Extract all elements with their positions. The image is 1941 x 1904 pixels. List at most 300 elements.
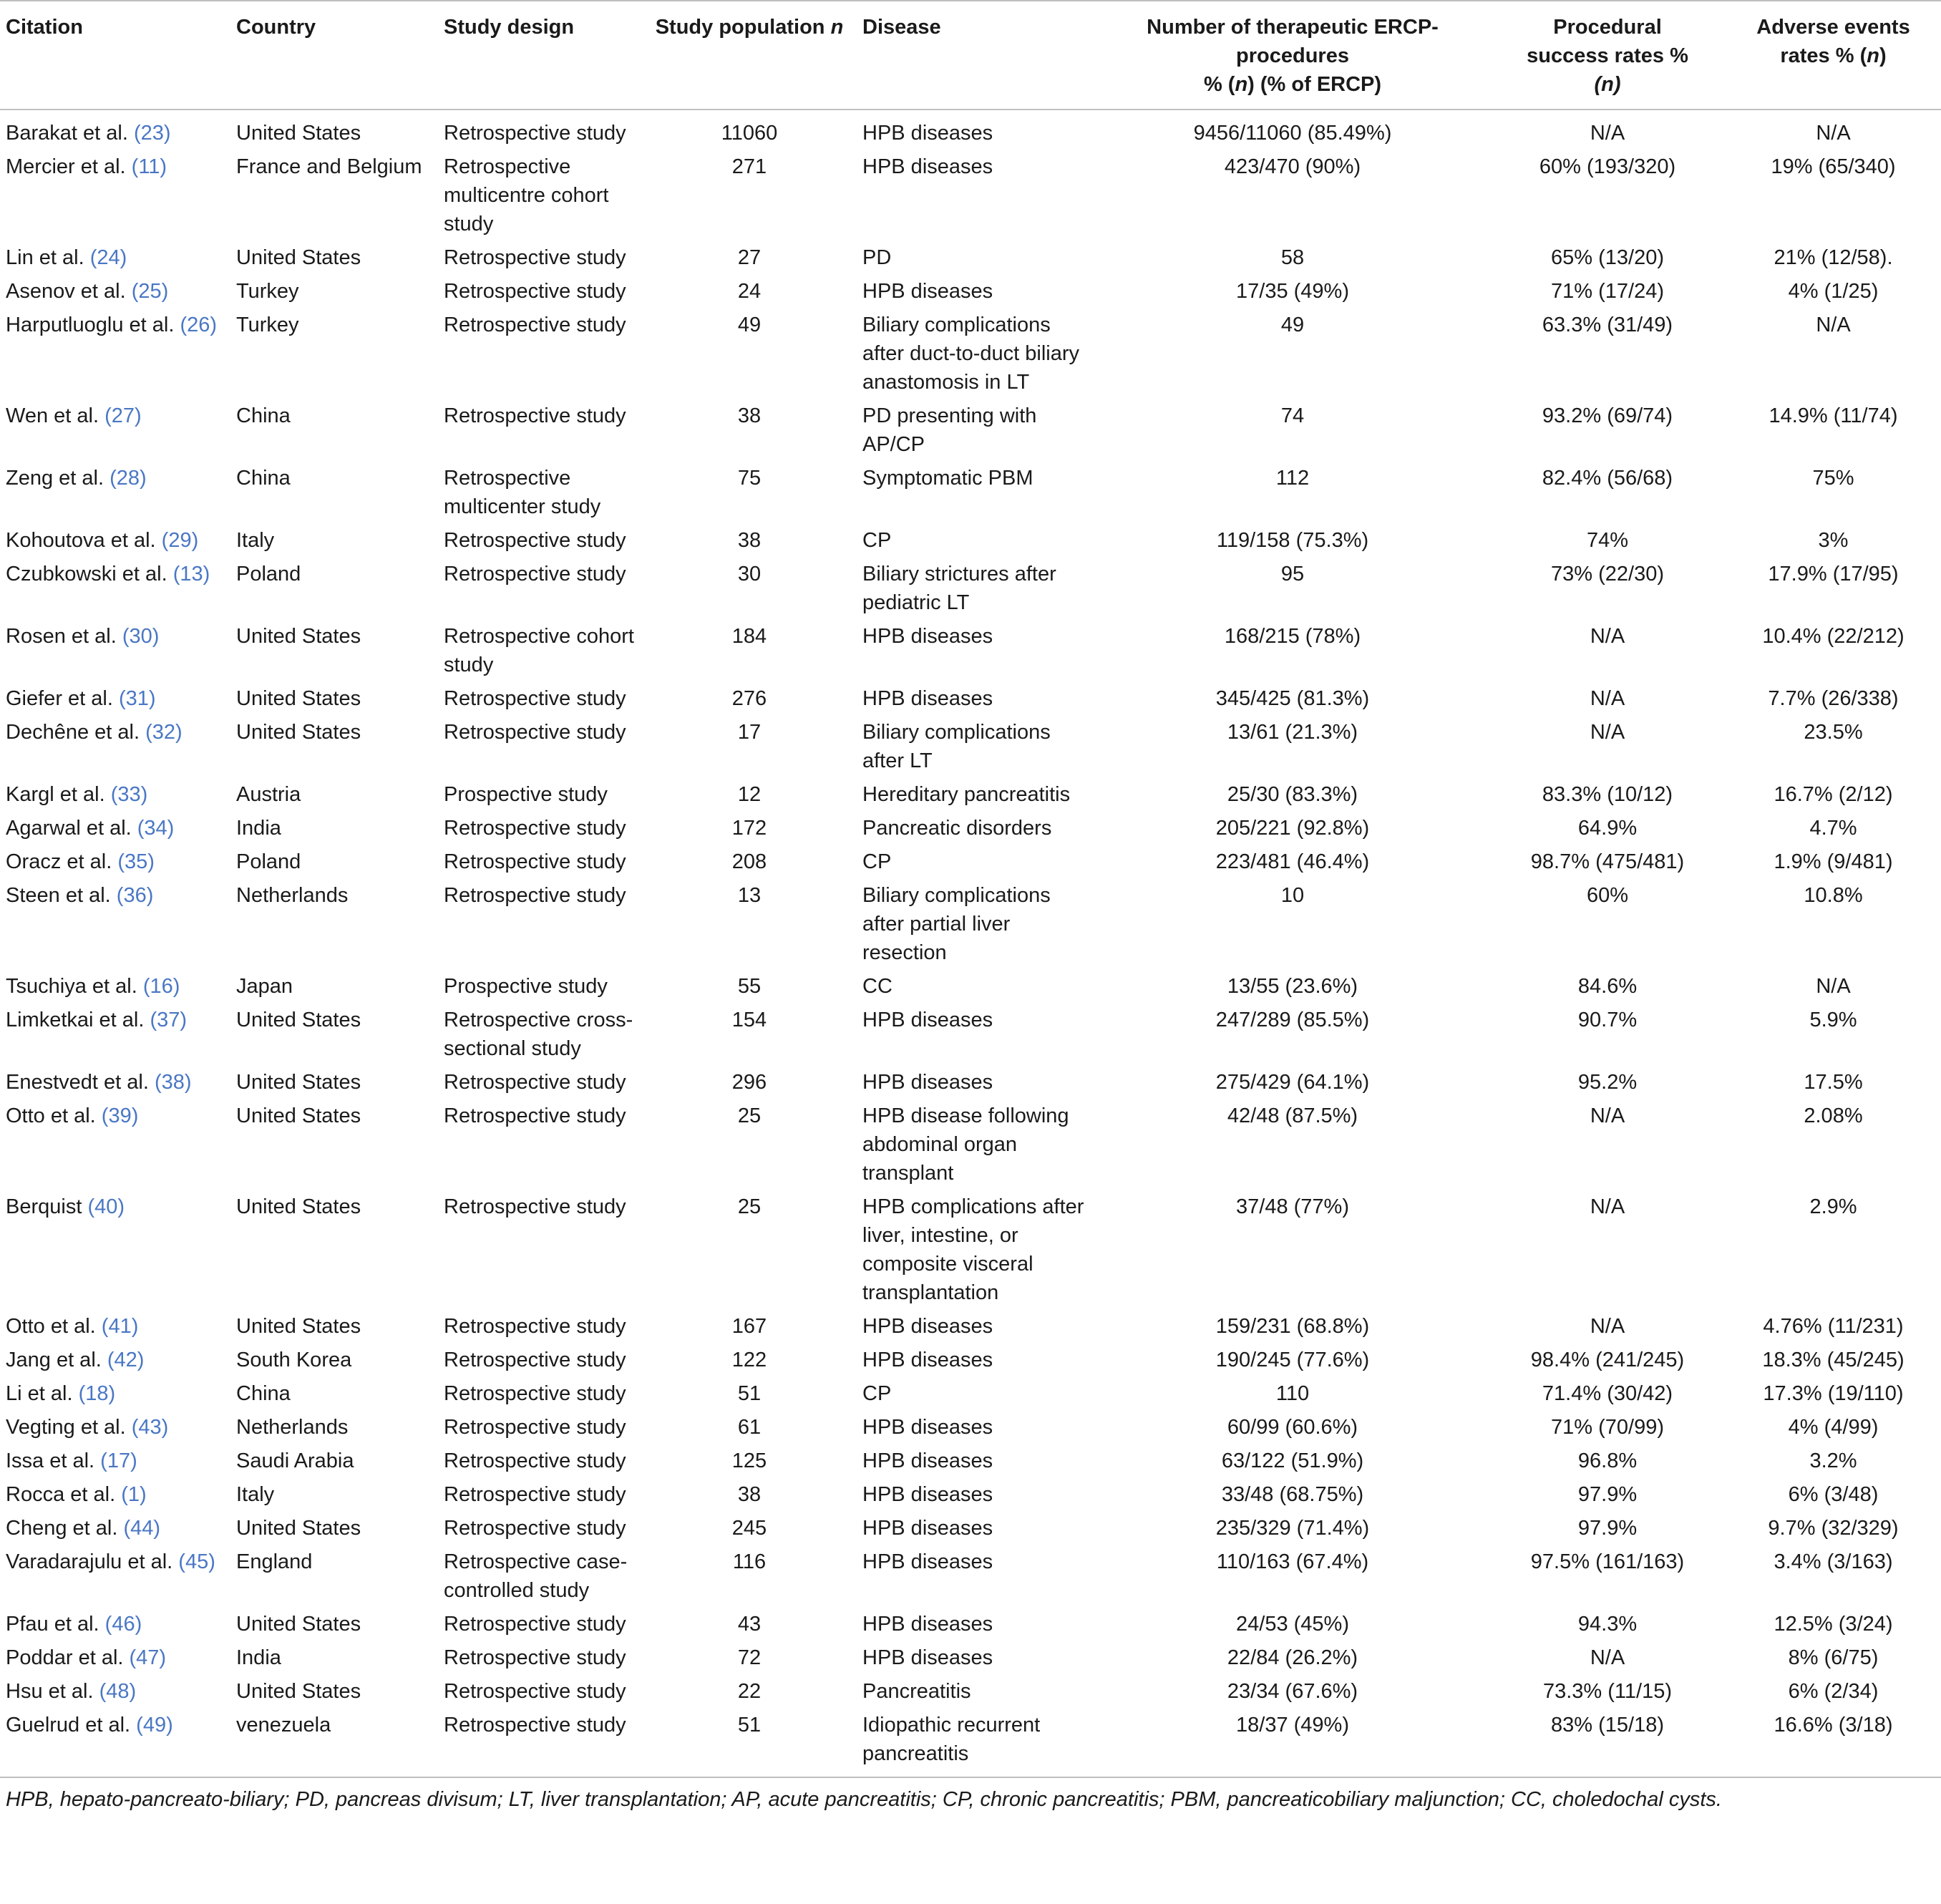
- citation-reference-link[interactable]: (17): [100, 1449, 137, 1472]
- citation-reference-link[interactable]: (48): [99, 1680, 137, 1703]
- cell-disease: Idiopathic recurrent pancreatitis: [862, 1714, 1041, 1765]
- citation-reference-link[interactable]: (30): [122, 625, 160, 648]
- cell-study-design: Retrospective multicentre cohort study: [444, 155, 609, 235]
- cell-procedures: 190/245 (77.6%): [1215, 1349, 1370, 1371]
- citation-author: Rocca et al.: [6, 1483, 122, 1506]
- cell-study-design: Retrospective study: [444, 404, 626, 427]
- citation-reference-link[interactable]: (44): [123, 1517, 161, 1540]
- cell-disease: HPB diseases: [862, 1315, 993, 1338]
- citation-author: Otto et al.: [6, 1315, 102, 1338]
- cell-citation: [0, 714, 230, 776]
- cell-disease: Biliary complications after partial liver resection: [862, 884, 1051, 964]
- citation-reference-link[interactable]: (33): [110, 783, 148, 806]
- cell-success-rate: N/A: [1590, 721, 1625, 744]
- cell-procedures: 247/289 (85.5%): [1215, 1009, 1370, 1031]
- cell-study-population: 17: [737, 721, 762, 744]
- cell-procedures: 112: [1275, 467, 1310, 490]
- cell-adverse-events: 10.4% (22/212): [1762, 625, 1904, 648]
- table-row: [0, 306, 1941, 397]
- cell-country: Poland: [236, 563, 301, 586]
- cell-adverse-events: 5.9%: [1809, 1009, 1857, 1031]
- cell-study-design: Retrospective study: [444, 1714, 626, 1737]
- citation-reference-link[interactable]: (43): [131, 1416, 169, 1439]
- cell-country: United States: [236, 1613, 361, 1636]
- citation-reference-link[interactable]: (34): [137, 817, 175, 840]
- cell-success-rate: 60% (193/320): [1539, 155, 1676, 178]
- table-row: [0, 273, 1941, 306]
- cell-study-population: 172: [731, 817, 767, 840]
- cell-study-design: Retrospective study: [444, 850, 626, 873]
- citation-author: Giefer et al.: [6, 687, 119, 710]
- table-row: [0, 680, 1941, 714]
- cell-study-design: Retrospective study: [444, 1517, 626, 1540]
- cell-country: United States: [236, 1009, 361, 1031]
- cell-success-rate: N/A: [1590, 1646, 1625, 1669]
- cell-study-design: Prospective study: [444, 975, 608, 998]
- citation-reference-link[interactable]: (49): [136, 1714, 173, 1737]
- citation-author: Varadarajulu et al.: [6, 1550, 179, 1573]
- cell-study-population: 116: [732, 1550, 767, 1573]
- table-row: [0, 148, 1941, 239]
- cell-study-population: 75: [737, 467, 762, 490]
- cell-study-design: Retrospective study: [444, 1449, 626, 1472]
- cell-adverse-events: 17.9% (17/95): [1768, 563, 1899, 586]
- cell-study-population: 154: [731, 1009, 767, 1031]
- cell-disease: CP: [862, 1382, 892, 1405]
- citation-author: Pfau et al.: [6, 1613, 105, 1636]
- citation-reference-link[interactable]: (35): [117, 850, 155, 873]
- cell-country: United States: [236, 625, 361, 648]
- cell-study-population: 61: [737, 1416, 762, 1439]
- cell-citation: [0, 110, 230, 148]
- cell-disease: Biliary complications after duct-to-duct biliary anastomosis in LT: [862, 314, 1080, 394]
- cell-disease: Symptomatic PBM: [862, 467, 1033, 490]
- cell-citation: [0, 1341, 230, 1375]
- cell-country: United States: [236, 721, 361, 744]
- cell-study-population: 271: [731, 155, 767, 178]
- cell-citation: [0, 239, 230, 273]
- cell-country: Netherlands: [236, 1416, 349, 1439]
- citation-reference-link[interactable]: (26): [180, 314, 218, 336]
- citation-reference-link[interactable]: (29): [161, 529, 199, 552]
- table-row: [0, 460, 1941, 522]
- cell-study-design: Retrospective study: [444, 1680, 626, 1703]
- cell-success-rate: 94.3%: [1577, 1613, 1638, 1636]
- table-row: [0, 776, 1941, 810]
- citation-author: Steen et al.: [6, 884, 117, 907]
- cell-success-rate: 95.2%: [1577, 1071, 1638, 1094]
- cell-study-design: Retrospective multicenter study: [444, 467, 601, 518]
- cell-citation: [0, 397, 230, 460]
- cell-disease: HPB diseases: [862, 1009, 993, 1031]
- cell-study-population: 27: [737, 246, 762, 269]
- cell-success-rate: 64.9%: [1577, 817, 1638, 840]
- cell-study-population: 49: [737, 314, 762, 336]
- cell-success-rate: 93.2% (69/74): [1542, 404, 1673, 427]
- cell-disease: Pancreatitis: [862, 1680, 971, 1703]
- cell-disease: HPB diseases: [862, 1646, 993, 1669]
- table-row: [0, 1673, 1941, 1706]
- cell-procedures: 18/37 (49%): [1236, 1714, 1349, 1737]
- table-row: [0, 1639, 1941, 1673]
- cell-citation: [0, 1442, 230, 1476]
- cell-adverse-events: 14.9% (11/74): [1769, 404, 1898, 427]
- cell-success-rate: 82.4% (56/68): [1542, 467, 1673, 490]
- cell-country: United States: [236, 1071, 361, 1094]
- cell-success-rate: 90.7%: [1577, 1009, 1638, 1031]
- cell-study-design: Retrospective case-controlled study: [444, 1550, 628, 1602]
- cell-procedures: 168/215 (78%): [1224, 625, 1361, 648]
- table-row: [0, 714, 1941, 776]
- cell-study-design: Retrospective study: [444, 1071, 626, 1094]
- cell-adverse-events: 3.2%: [1809, 1449, 1857, 1472]
- citation-author: Kargl et al.: [6, 783, 111, 806]
- citation-reference-link[interactable]: (13): [172, 563, 210, 586]
- cell-study-population: 22: [737, 1680, 762, 1703]
- cell-success-rate: N/A: [1590, 1104, 1625, 1127]
- citation-author: Berquist: [6, 1195, 88, 1218]
- header-procedures: Number of therapeutic ERCP-procedures % (n) (% of ERCP): [1147, 16, 1439, 96]
- cell-procedures: 23/34 (67.6%): [1227, 1680, 1358, 1703]
- cell-citation: [0, 1476, 230, 1510]
- cell-citation: [0, 1639, 230, 1673]
- cell-adverse-events: 10.8%: [1804, 884, 1863, 907]
- citation-reference-link[interactable]: (36): [116, 884, 154, 907]
- cell-procedures: 13/55 (23.6%): [1227, 975, 1358, 998]
- cell-study-population: 25: [737, 1195, 762, 1218]
- cell-procedures: 110: [1275, 1382, 1310, 1405]
- cell-study-population: 276: [731, 687, 767, 710]
- cell-citation: [0, 1543, 230, 1606]
- cell-success-rate: 71% (70/99): [1551, 1416, 1664, 1439]
- cell-adverse-events: N/A: [1816, 122, 1851, 145]
- citation-author: Cheng et al.: [6, 1517, 124, 1540]
- cell-citation: [0, 1606, 230, 1639]
- cell-disease: HPB diseases: [862, 280, 993, 303]
- cell-citation: [0, 810, 230, 843]
- cell-study-design: Retrospective study: [444, 1315, 626, 1338]
- cell-country: Austria: [236, 783, 301, 806]
- cell-study-population: 13: [737, 884, 762, 907]
- citation-author: Dechêne et al.: [6, 721, 146, 744]
- citation-reference-link[interactable]: (27): [104, 404, 142, 427]
- cell-adverse-events: 4.76% (11/231): [1763, 1315, 1904, 1338]
- cell-procedures: 25/30 (83.3%): [1227, 783, 1358, 806]
- cell-success-rate: N/A: [1590, 1315, 1625, 1338]
- cell-country: United States: [236, 687, 361, 710]
- cell-study-design: Retrospective study: [444, 1646, 626, 1669]
- cell-study-population: 38: [737, 1483, 762, 1506]
- cell-country: India: [236, 1646, 281, 1669]
- cell-disease: HPB diseases: [862, 1416, 993, 1439]
- cell-study-design: Retrospective study: [444, 721, 626, 744]
- table-row: [0, 1442, 1941, 1476]
- citation-reference-link[interactable]: (32): [145, 721, 183, 744]
- cell-study-population: 24: [737, 280, 762, 303]
- table-row: [0, 397, 1941, 460]
- cell-study-design: Retrospective study: [444, 1195, 626, 1218]
- cell-disease: CP: [862, 850, 892, 873]
- citation-reference-link[interactable]: (18): [78, 1382, 116, 1405]
- cell-procedures: 235/329 (71.4%): [1215, 1517, 1370, 1540]
- cell-success-rate: N/A: [1590, 687, 1625, 710]
- cell-citation: [0, 843, 230, 877]
- cell-success-rate: 97.9%: [1577, 1517, 1638, 1540]
- cell-country: Italy: [236, 529, 275, 552]
- header-disease: Disease: [862, 16, 941, 39]
- cell-procedures: 345/425 (81.3%): [1215, 687, 1370, 710]
- cell-study-design: Retrospective study: [444, 280, 626, 303]
- cell-country: China: [236, 467, 291, 490]
- cell-study-population: 122: [731, 1349, 767, 1371]
- cell-study-design: Retrospective study: [444, 563, 626, 586]
- cell-procedures: 275/429 (64.1%): [1215, 1071, 1370, 1094]
- cell-study-population: 38: [737, 529, 762, 552]
- cell-citation: [0, 968, 230, 1001]
- cell-citation: [0, 1097, 230, 1188]
- table-footnote: HPB, hepato-pancreato-biliary; PD, pancreas divisum; LT, liver transplantation; AP, acute pancreatitis; CP, chronic pancreatitis; PBM, pancreaticobiliary maljunction; CC, choledochal cysts.: [6, 1788, 1722, 1811]
- cell-adverse-events: 6% (2/34): [1788, 1680, 1879, 1703]
- cell-study-design: Prospective study: [444, 783, 608, 806]
- cell-procedures: 423/470 (90%): [1224, 155, 1361, 178]
- cell-procedures: 74: [1280, 404, 1305, 427]
- citation-reference-link[interactable]: (40): [87, 1195, 125, 1218]
- citation-author: Agarwal et al.: [6, 817, 137, 840]
- table-row: [0, 618, 1941, 680]
- cell-citation: [0, 273, 230, 306]
- citation-reference-link[interactable]: (28): [110, 467, 147, 490]
- header-row: [0, 1, 1941, 110]
- cell-citation: [0, 1706, 230, 1777]
- cell-country: United States: [236, 1517, 361, 1540]
- cell-adverse-events: 3.4% (3/163): [1774, 1550, 1893, 1573]
- table-row: [0, 239, 1941, 273]
- table-row: [0, 1341, 1941, 1375]
- cell-disease: HPB diseases: [862, 1449, 993, 1472]
- citation-author: Jang et al.: [6, 1349, 107, 1371]
- cell-success-rate: 73% (22/30): [1551, 563, 1664, 586]
- table-row: [0, 877, 1941, 968]
- cell-procedures: 10: [1280, 884, 1305, 907]
- header-country: Country: [236, 16, 316, 39]
- citation-author: Issa et al.: [6, 1449, 101, 1472]
- table-row: [0, 810, 1941, 843]
- table-row: [0, 968, 1941, 1001]
- cell-disease: HPB diseases: [862, 687, 993, 710]
- cell-adverse-events: 2.9%: [1809, 1195, 1857, 1218]
- header-study-design: Study design: [444, 16, 575, 39]
- table-row: [0, 1001, 1941, 1064]
- cell-disease: HPB complications after liver, intestine, or composite visceral transplantation: [862, 1195, 1084, 1304]
- cell-success-rate: 98.7% (475/481): [1530, 850, 1685, 873]
- cell-study-design: Retrospective study: [444, 884, 626, 907]
- cell-adverse-events: 8% (6/75): [1788, 1646, 1879, 1669]
- cell-study-design: Retrospective study: [444, 122, 626, 145]
- cell-success-rate: 83% (15/18): [1551, 1714, 1664, 1737]
- cell-disease: Biliary complications after LT: [862, 721, 1051, 772]
- cell-procedures: 24/53 (45%): [1236, 1613, 1349, 1636]
- cell-country: United States: [236, 1315, 361, 1338]
- cell-citation: [0, 680, 230, 714]
- cell-disease: HPB diseases: [862, 1550, 993, 1573]
- table-row: [0, 1706, 1941, 1777]
- cell-country: venezuela: [236, 1714, 331, 1737]
- cell-success-rate: N/A: [1590, 122, 1625, 145]
- cell-study-design: Retrospective study: [444, 1416, 626, 1439]
- citation-reference-link[interactable]: (45): [178, 1550, 215, 1573]
- cell-success-rate: 84.6%: [1577, 975, 1638, 998]
- cell-procedures: 22/84 (26.2%): [1227, 1646, 1358, 1669]
- table-row: [0, 522, 1941, 555]
- citation-reference-link[interactable]: (24): [89, 246, 127, 269]
- citation-author: Tsuchiya et al.: [6, 975, 143, 998]
- cell-country: United States: [236, 1104, 361, 1127]
- cell-study-population: 25: [737, 1104, 762, 1127]
- table-row: [0, 1188, 1941, 1308]
- cell-procedures: 33/48 (68.75%): [1221, 1483, 1364, 1506]
- cell-study-design: Retrospective study: [444, 687, 626, 710]
- cell-adverse-events: 9.7% (32/329): [1768, 1517, 1899, 1540]
- cell-procedures: 60/99 (60.6%): [1227, 1416, 1358, 1439]
- cell-study-population: 38: [737, 404, 762, 427]
- cell-success-rate: 65% (13/20): [1551, 246, 1664, 269]
- cell-procedures: 17/35 (49%): [1236, 280, 1349, 303]
- citation-author: Otto et al.: [6, 1104, 102, 1127]
- cell-success-rate: 97.9%: [1577, 1483, 1638, 1506]
- cell-country: England: [236, 1550, 313, 1573]
- cell-country: Turkey: [236, 314, 299, 336]
- cell-citation: [0, 877, 230, 968]
- cell-study-design: Retrospective study: [444, 1382, 626, 1405]
- cell-adverse-events: 12.5% (3/24): [1774, 1613, 1893, 1636]
- cell-procedures: 110/163 (67.4%): [1216, 1550, 1369, 1573]
- cell-disease: Biliary strictures after pediatric LT: [862, 563, 1056, 614]
- cell-study-population: 296: [731, 1071, 767, 1094]
- cell-adverse-events: 18.3% (45/245): [1762, 1349, 1904, 1371]
- table-row: [0, 1543, 1941, 1606]
- cell-country: Italy: [236, 1483, 275, 1506]
- cell-procedures: 205/221 (92.8%): [1215, 817, 1370, 840]
- table-row: [0, 1097, 1941, 1188]
- cell-citation: [0, 1409, 230, 1442]
- cell-citation: [0, 148, 230, 239]
- cell-adverse-events: 16.7% (2/12): [1774, 783, 1893, 806]
- header-success-rates: Procedural success rates % (n): [1527, 16, 1688, 96]
- citation-reference-link[interactable]: (38): [154, 1071, 192, 1094]
- cell-adverse-events: 4.7%: [1809, 817, 1857, 840]
- cell-study-design: Retrospective cross-sectional study: [444, 1009, 633, 1060]
- cell-citation: [0, 1375, 230, 1409]
- cell-procedures: 58: [1280, 246, 1305, 269]
- cell-country: China: [236, 404, 291, 427]
- cell-adverse-events: 17.5%: [1804, 1071, 1863, 1094]
- cell-disease: PD: [862, 246, 892, 269]
- cell-country: Netherlands: [236, 884, 349, 907]
- cell-adverse-events: 23.5%: [1804, 721, 1863, 744]
- cell-study-design: Retrospective cohort study: [444, 625, 634, 676]
- cell-procedures: 13/61 (21.3%): [1227, 721, 1358, 744]
- cell-success-rate: 73.3% (11/15): [1542, 1680, 1673, 1703]
- cell-study-population: 125: [731, 1449, 767, 1472]
- cell-adverse-events: 2.08%: [1804, 1104, 1863, 1127]
- cell-adverse-events: 3%: [1818, 529, 1849, 552]
- cell-adverse-events: 6% (3/48): [1788, 1483, 1879, 1506]
- cell-procedures: 119/158 (75.3%): [1216, 529, 1369, 552]
- citation-reference-link[interactable]: (42): [107, 1349, 145, 1371]
- citation-author: Wen et al.: [6, 404, 105, 427]
- citation-reference-link[interactable]: (41): [101, 1315, 139, 1338]
- table-row: [0, 1510, 1941, 1543]
- table-row: [0, 843, 1941, 877]
- cell-citation: [0, 1673, 230, 1706]
- cell-country: Poland: [236, 850, 301, 873]
- table-row: [0, 555, 1941, 618]
- cell-study-design: Retrospective study: [444, 1104, 626, 1127]
- cell-disease: HPB diseases: [862, 1349, 993, 1371]
- cell-country: Turkey: [236, 280, 299, 303]
- cell-citation: [0, 1064, 230, 1097]
- citation-author: Harputluoglu et al.: [6, 314, 180, 336]
- cell-study-population: 12: [737, 783, 762, 806]
- cell-study-population: 208: [731, 850, 767, 873]
- cell-study-population: 245: [731, 1517, 767, 1540]
- citation-author: Asenov et al.: [6, 280, 132, 303]
- cell-citation: [0, 1510, 230, 1543]
- cell-success-rate: N/A: [1590, 1195, 1625, 1218]
- table-row: [0, 1409, 1941, 1442]
- citation-author: Limketkai et al.: [6, 1009, 150, 1031]
- cell-disease: HPB diseases: [862, 1483, 993, 1506]
- cell-citation: [0, 776, 230, 810]
- citation-reference-link[interactable]: (23): [133, 122, 171, 145]
- cell-disease: PD presenting with AP/CP: [862, 404, 1037, 456]
- citation-reference-link[interactable]: (37): [150, 1009, 188, 1031]
- table-row: [0, 1476, 1941, 1510]
- citation-author: Hsu et al.: [6, 1680, 99, 1703]
- cell-success-rate: 60%: [1586, 884, 1629, 907]
- cell-country: United States: [236, 1195, 361, 1218]
- cell-citation: [0, 1001, 230, 1064]
- header-adverse-events: Adverse events rates % (n): [1756, 16, 1910, 67]
- cell-procedures: 37/48 (77%): [1236, 1195, 1349, 1218]
- cell-success-rate: 83.3% (10/12): [1542, 783, 1673, 806]
- citation-reference-link[interactable]: (46): [104, 1613, 142, 1636]
- cell-citation: [0, 522, 230, 555]
- cell-study-population: 72: [737, 1646, 762, 1669]
- citation-reference-link[interactable]: (31): [118, 687, 156, 710]
- cell-adverse-events: 1.9% (9/481): [1774, 850, 1893, 873]
- citation-reference-link[interactable]: (39): [101, 1104, 139, 1127]
- cell-adverse-events: 4% (1/25): [1788, 280, 1879, 303]
- cell-study-design: Retrospective study: [444, 529, 626, 552]
- citation-reference-link[interactable]: (16): [142, 975, 180, 998]
- cell-study-population: 184: [731, 625, 767, 648]
- citation-reference-link[interactable]: (47): [129, 1646, 167, 1669]
- cell-adverse-events: N/A: [1816, 314, 1851, 336]
- cell-citation: [0, 306, 230, 397]
- citation-reference-link[interactable]: (1): [121, 1483, 147, 1506]
- cell-procedures: 42/48 (87.5%): [1227, 1104, 1358, 1127]
- cell-success-rate: 74%: [1586, 529, 1629, 552]
- cell-disease: HPB diseases: [862, 1517, 993, 1540]
- citation-reference-link[interactable]: (25): [131, 280, 169, 303]
- cell-citation: [0, 1308, 230, 1341]
- table-row: [0, 1064, 1941, 1097]
- citation-reference-link[interactable]: (11): [131, 155, 167, 178]
- cell-citation: [0, 555, 230, 618]
- cell-disease: Hereditary pancreatitis: [862, 783, 1071, 806]
- table-row: [0, 110, 1941, 148]
